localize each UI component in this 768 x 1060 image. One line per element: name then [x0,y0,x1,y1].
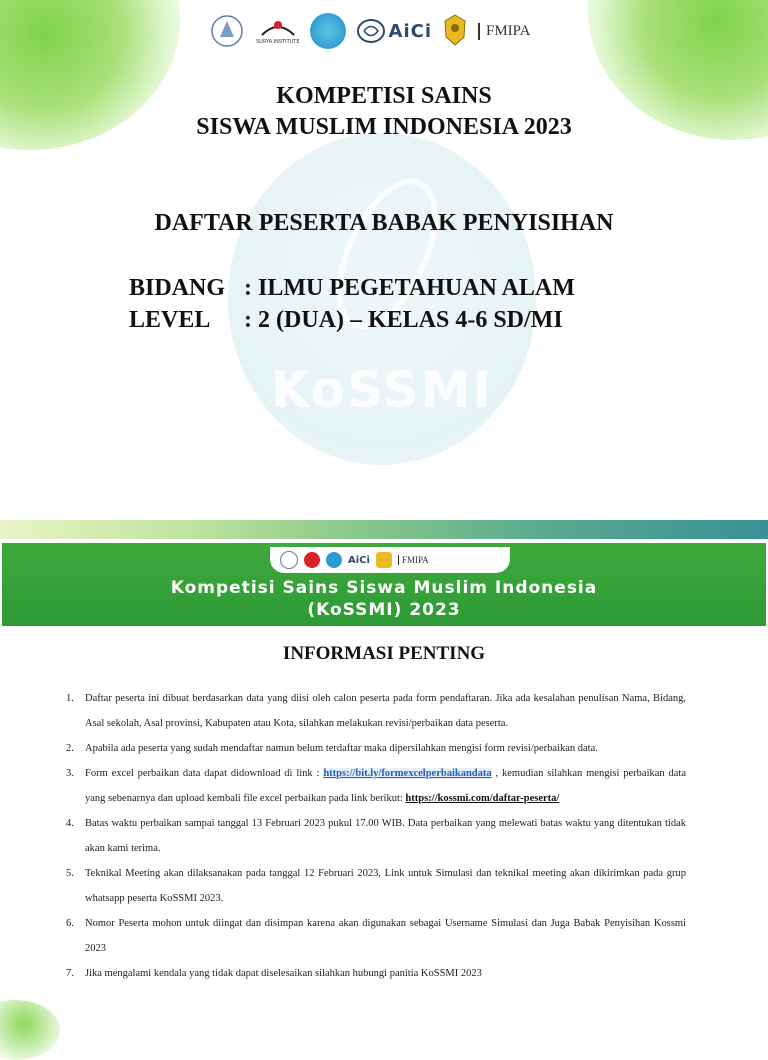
aici-text: AiCi [348,554,370,566]
university-emblem-logo [442,13,468,49]
level-value: : 2 (DUA) – KELAS 4-6 SD/MI [244,307,563,333]
partner-logos [208,10,568,52]
fmipa-label: FMIPA [478,23,530,40]
kossmi-logo [326,552,342,568]
level-field [129,305,563,336]
level-label: LEVEL [129,307,211,333]
list-item: 2. Apabila ada peserta yang sudah mendaftar namun belum terdaftar maka dipersilahkan mengisi form revisi/perbaikan data. [66,743,598,754]
divider-stripe [0,520,768,539]
rabbanii-academy-logo [208,13,246,49]
cover-title-line1: KOMPETISI SAINS [276,83,492,109]
info-list [66,686,686,986]
aici-text: AiCi [388,20,432,42]
surya-institute-logo [304,552,320,568]
daftar-peserta-link[interactable]: https://kossmi.com/daftar-peserta/ [405,793,560,804]
list-item: 3. Form excel perbaikan data dapat didownload di link : https://bit.ly/formexcelperbaikandata , kemudian silahkan mengisi perbaikan data yang sebenarnya dan upload kembali file excel perbaikan pada link berikut: https://kossmi.com/daftar-peserta/ [66,768,686,804]
bidang-value: : ILMU PEGETAHUAN ALAM [244,275,575,301]
cover-title-line2: SISWA MUSLIM INDONESIA 2023 [196,114,572,140]
banner-title: Kompetisi Sains Siswa Muslim Indonesia [170,578,598,598]
info-title: INFORMASI PENTING [282,643,486,664]
list-item: 1. Daftar peserta ini dibuat berdasarkan data yang diisi oleh calon peserta pada form pendaftaran. Jika ada kesalahan penulisan Nama, Bidang, Asal sekolah, Asal provinsi, Kabupaten atau Kota, silahkan melakukan revisi/perbaikan data peserta. [66,693,686,729]
list-item: 4. Batas waktu perbaikan sampai tanggal 13 Februari 2023 pukul 17.00 WIB. Data perbaikan yang melewati batas waktu yang ditentukan tidak akan kami terima. [66,818,686,854]
university-emblem-logo [376,552,392,568]
aici-logo [356,18,432,44]
watermark-text: KoSSMI [270,361,494,419]
banner-subtitle: (KoSSMI) 2023 [307,600,461,620]
banner-logos [270,547,510,573]
surya-institute-label: SURYA INSTITUTE [256,39,300,45]
form-excel-link[interactable]: https://bit.ly/formexcelperbaikandata [323,768,492,779]
list-item: 5. Teknikal Meeting akan dilaksanakan pada tanggal 12 Februari 2023, Link untuk Simulasi dan teknikal meeting akan dikirimkan pada grup whatsapp peserta KoSSMI 2023. [66,868,686,904]
bidang-label: BIDANG [129,275,226,301]
bidang-field [129,273,575,304]
list-item: 7. Jika mengalami kendala yang tidak dapat diselesaikan silahkan hubungi panitia KoSSMI 2023 [66,968,482,979]
surya-institute-logo [256,17,300,45]
fmipa-label: FMIPA [398,555,429,565]
kossmi-logo [310,13,346,49]
rabbanii-academy-logo [280,551,298,569]
kossmi-banner [2,543,766,626]
cover-subtitle: DAFTAR PESERTA BABAK PENYISIHAN [154,210,614,236]
list-item: 6. Nomor Peserta mohon untuk diingat dan disimpan karena akan digunakan sebagai Username Simulasi dan Juga Babak Penyisihan Kossmi 2023 [66,918,686,954]
corner-decoration-bottom-left [0,1000,60,1060]
